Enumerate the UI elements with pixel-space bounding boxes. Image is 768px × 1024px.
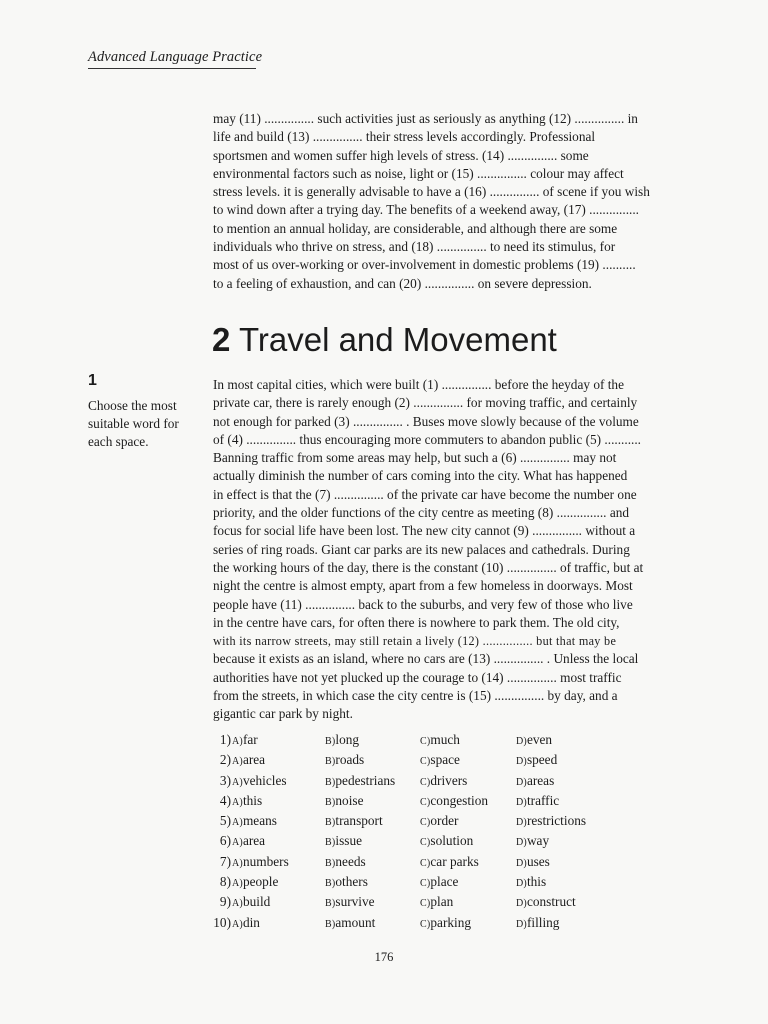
option-letter: C) <box>420 918 431 930</box>
option-word: traffic <box>526 792 560 808</box>
answer-options-table <box>195 731 616 934</box>
option-word: restrictions <box>526 813 587 829</box>
option-word: far <box>242 732 258 747</box>
option-word: amount <box>335 914 376 930</box>
option-d <box>516 792 616 812</box>
option-word: others <box>335 874 368 890</box>
passage-line: with its narrow streets, may still retain a lively (12) ............... but that may be <box>213 634 617 649</box>
option-word: car parks <box>430 853 479 869</box>
option-d <box>516 873 616 893</box>
option-letter: C) <box>420 776 431 788</box>
running-head: Advanced Language Practice <box>88 49 263 65</box>
option-word: plan <box>430 894 454 910</box>
passage-line: focus for social life have been lost. The new city cannot (9) ............... without a <box>213 523 636 539</box>
option-letter: D) <box>516 918 527 930</box>
option-row <box>195 812 616 832</box>
option-word: this <box>526 874 547 890</box>
option-letter: B) <box>325 776 336 788</box>
option-letter: B) <box>325 918 336 930</box>
passage-line: because it exists as an island, where no cars are (13) ............... . Unless the local <box>213 651 639 667</box>
option-word: drivers <box>430 772 468 788</box>
option-word: speed <box>526 752 558 768</box>
option-letter: A) <box>232 878 243 890</box>
option-row <box>195 873 616 893</box>
passage-line: In most capital cities, which were built (1) ............... before the heyday of the <box>213 377 624 392</box>
answer-options-body <box>195 731 616 934</box>
option-letter: A) <box>232 736 243 747</box>
option-c <box>420 731 516 751</box>
option-letter: D) <box>516 837 527 849</box>
option-letter: A) <box>232 837 243 849</box>
text-line: to a feeling of exhaustion, and can (20) ............... on severe depression. <box>213 275 592 291</box>
passage-line: actually diminish the number of cars coming into the city. What has happened <box>213 468 628 484</box>
text-line: to wind down after a trying day. The benefits of a weekend away, (17) ............... <box>213 202 639 218</box>
passage-line: in effect is that the (7) ............... of the private car have become the number one <box>213 486 637 502</box>
option-letter: B) <box>325 857 336 869</box>
option-letter: C) <box>420 878 431 890</box>
chapter-heading <box>212 320 557 360</box>
option-a <box>232 751 325 771</box>
text-line: stress levels. it is generally advisable to have a (16) ............... of scene if you wish <box>213 184 650 200</box>
option-letter: D) <box>516 817 527 829</box>
option-letter: A) <box>232 857 243 869</box>
option-letter: B) <box>325 878 336 890</box>
chapter-title: Travel and Movement <box>238 321 557 358</box>
option-d <box>516 751 616 771</box>
option-c <box>420 914 516 934</box>
chapter-number: 2 <box>212 321 231 358</box>
option-d <box>516 893 616 913</box>
option-letter: C) <box>420 817 431 829</box>
passage-line: Banning traffic from some areas may help, but such a (6) ............... may not <box>213 450 617 466</box>
passage-line: of (4) ............... thus encouraging more commuters to abandon public (5) ........... <box>213 431 641 447</box>
option-word: area <box>242 833 266 849</box>
option-a <box>232 893 325 913</box>
text-line: life and build (13) ............... their stress levels accordingly. Professional <box>213 129 596 145</box>
option-b <box>325 873 420 893</box>
question-number: 6) <box>219 833 231 849</box>
instruction-line: each space. <box>88 434 149 449</box>
passage-line: private car, there is rarely enough (2) ............... for moving traffic, and certainly <box>213 395 638 411</box>
option-a <box>232 914 325 934</box>
option-word: way <box>526 833 550 849</box>
option-word: issue <box>335 833 363 849</box>
option-b <box>325 772 420 792</box>
option-row <box>195 751 616 771</box>
text-line: most of us over-working or over-involvement in domestic problems (19) .......... <box>213 257 636 273</box>
option-word: means <box>242 813 277 829</box>
passage-line: the working hours of the day, there is the constant (10) ............... of traffic, but at <box>213 559 644 575</box>
option-b <box>325 893 420 913</box>
option-word: transport <box>335 813 383 829</box>
passage-line: people have (11) ............... back to the suburbs, and very few of those who live <box>213 596 633 612</box>
question-number: 1) <box>219 732 231 747</box>
option-d <box>516 812 616 832</box>
option-b <box>325 731 420 751</box>
option-row <box>195 914 616 934</box>
passage-line: authorities have not yet plucked up the courage to (14) ............... most traffic <box>213 669 622 685</box>
option-letter: B) <box>325 736 336 747</box>
option-word: this <box>242 792 263 808</box>
option-letter: D) <box>516 736 527 747</box>
option-letter: A) <box>232 756 243 768</box>
option-letter: C) <box>420 756 431 768</box>
option-letter: A) <box>232 898 243 910</box>
exercise-number: 1 <box>88 372 97 389</box>
option-word: numbers <box>242 853 289 869</box>
exercise-instruction <box>88 397 203 451</box>
text-line: individuals who thrive on stress, and (18) ............... to need its stimulus, for <box>213 239 616 255</box>
option-d <box>516 772 616 792</box>
option-letter: B) <box>325 756 336 768</box>
text-line: may (11) ............... such activities just as seriously as anything (12) ............... in <box>213 111 638 126</box>
option-letter: C) <box>420 898 431 910</box>
option-word: even <box>526 732 553 747</box>
option-c <box>420 772 516 792</box>
question-number: 8) <box>219 874 231 890</box>
option-letter: D) <box>516 857 527 869</box>
option-row <box>195 853 616 873</box>
option-letter: A) <box>232 796 243 808</box>
option-a <box>232 772 325 792</box>
option-word: solution <box>430 833 474 849</box>
option-word: filling <box>526 914 560 930</box>
option-word: long <box>335 732 360 747</box>
option-letter: B) <box>325 898 336 910</box>
option-letter: A) <box>232 918 243 930</box>
option-row <box>195 772 616 792</box>
option-word: people <box>242 874 279 890</box>
option-c <box>420 812 516 832</box>
option-letter: D) <box>516 878 527 890</box>
option-c <box>420 832 516 852</box>
option-word: parking <box>430 914 472 930</box>
option-row <box>195 893 616 913</box>
option-letter: D) <box>516 776 527 788</box>
option-letter: D) <box>516 796 527 808</box>
option-word: needs <box>335 853 366 869</box>
option-word: build <box>242 894 271 910</box>
option-word: roads <box>335 752 365 768</box>
running-head-rule <box>88 68 256 69</box>
option-b <box>325 792 420 812</box>
option-letter: A) <box>232 817 243 829</box>
option-word: noise <box>335 792 364 808</box>
option-letter: C) <box>420 837 431 849</box>
option-letter: B) <box>325 817 336 829</box>
question-number: 5) <box>219 813 231 829</box>
option-a <box>232 812 325 832</box>
option-b <box>325 914 420 934</box>
option-c <box>420 751 516 771</box>
passage-line: priority, and the older functions of the city centre as meeting (8) ............... and <box>213 505 630 521</box>
passage-line: night the centre is almost empty, apart from a few homeless in doorways. Most <box>213 578 633 594</box>
option-word: pedestrians <box>335 772 396 788</box>
option-a <box>232 873 325 893</box>
option-c <box>420 853 516 873</box>
option-word: din <box>242 914 260 930</box>
option-row <box>195 731 616 751</box>
cloze-passage <box>213 376 673 724</box>
option-word: survive <box>335 894 375 910</box>
passage-line: gigantic car park by night. <box>213 706 353 722</box>
text-line: to mention an annual holiday, are considerable, and although there are some <box>213 220 618 236</box>
option-word: congestion <box>430 792 489 808</box>
option-b <box>325 853 420 873</box>
option-letter: A) <box>232 776 243 788</box>
question-number: 9) <box>219 894 231 910</box>
question-number: 2) <box>219 752 231 768</box>
option-c <box>420 792 516 812</box>
text-line: sportsmen and women suffer high levels of stress. (14) ............... some <box>213 147 589 163</box>
option-d <box>516 832 616 852</box>
passage-line: from the streets, in which case the city centre is (15) ............... by day, and a <box>213 688 618 704</box>
option-c <box>420 873 516 893</box>
page-number: 176 <box>374 950 394 964</box>
option-a <box>232 853 325 873</box>
option-letter: C) <box>420 796 431 808</box>
passage-line: not enough for parked (3) ............... . Buses move slowly because of the volume <box>213 413 639 429</box>
option-word: area <box>242 752 266 768</box>
option-word: areas <box>526 772 555 788</box>
option-word: much <box>430 732 460 747</box>
passage-line: in the centre have cars, for often there is nowhere to park them. The old city, <box>213 614 620 630</box>
option-word: place <box>430 874 459 890</box>
question-number: 3) <box>219 772 231 788</box>
option-c <box>420 893 516 913</box>
option-b <box>325 832 420 852</box>
option-a <box>232 731 325 751</box>
option-letter: C) <box>420 736 431 747</box>
option-a <box>232 832 325 852</box>
option-d <box>516 731 616 751</box>
option-row <box>195 832 616 852</box>
option-b <box>325 812 420 832</box>
previous-exercise-text <box>213 110 673 293</box>
option-word: vehicles <box>242 772 287 788</box>
option-b <box>325 751 420 771</box>
instruction-line: suitable word for <box>88 416 179 431</box>
instruction-line: Choose the most <box>88 398 177 413</box>
option-letter: D) <box>516 898 527 910</box>
question-number: 10) <box>213 914 231 930</box>
option-letter: B) <box>325 796 336 808</box>
passage-line: series of ring roads. Giant car parks are its new palaces and cathedrals. During <box>213 541 630 557</box>
option-d <box>516 914 616 934</box>
option-row <box>195 792 616 812</box>
question-number: 7) <box>219 853 231 869</box>
option-letter: C) <box>420 857 431 869</box>
option-a <box>232 792 325 812</box>
option-word: construct <box>526 894 576 910</box>
option-letter: D) <box>516 756 527 768</box>
option-letter: B) <box>325 837 336 849</box>
option-word: order <box>430 813 459 829</box>
option-word: uses <box>526 853 550 869</box>
option-word: space <box>430 752 460 768</box>
option-d <box>516 853 616 873</box>
text-line: environmental factors such as noise, light or (15) ............... colour may affect <box>213 165 624 181</box>
question-number: 4) <box>219 792 231 808</box>
